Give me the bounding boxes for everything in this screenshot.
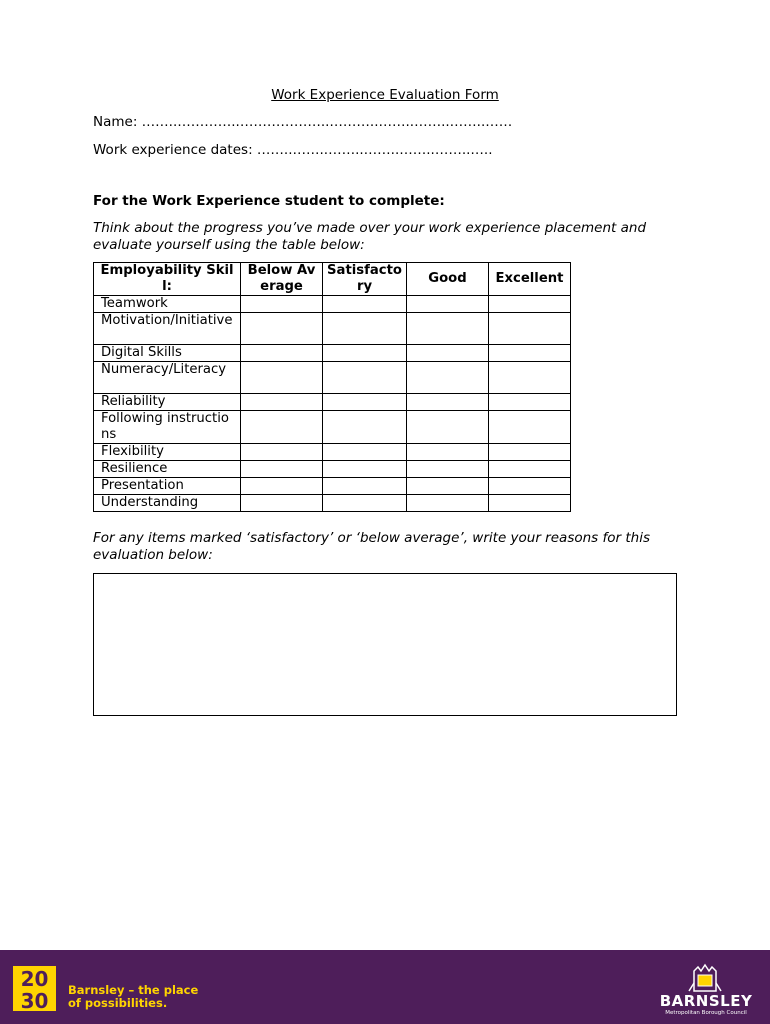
table-row [94,461,571,478]
rating-cell-good[interactable] [407,444,489,461]
skill-name-cell: Numeracy/Literacy [94,362,241,394]
skill-name-cell: Motivation/Initiative [94,313,241,345]
barnsley-crest-icon [686,961,724,993]
table-header-row [94,263,571,296]
rating-cell-satisfactory[interactable] [323,394,407,411]
rating-cell-satisfactory[interactable] [323,495,407,512]
rating-cell-satisfactory[interactable] [323,478,407,495]
rating-cell-excellent[interactable] [489,313,571,345]
skill-name-cell: Understanding [94,495,241,512]
header-below-average: Below Average [241,263,323,296]
rating-cell-satisfactory[interactable] [323,411,407,444]
rating-cell-good[interactable] [407,362,489,394]
rating-cell-excellent[interactable] [489,478,571,495]
rating-cell-below-average[interactable] [241,495,323,512]
section-heading: For the Work Experience student to complete: [93,193,445,209]
rating-cell-satisfactory[interactable] [323,362,407,394]
instructions-text: Think about the progress you’ve made over your work experience placement and evaluate yourself using the table below: [93,220,647,253]
footer-banner [0,950,770,1024]
skill-name-cell: Reliability [94,394,241,411]
rating-cell-good[interactable] [407,394,489,411]
header-good: Good [407,263,489,296]
rating-cell-good[interactable] [407,478,489,495]
rating-cell-excellent[interactable] [489,411,571,444]
rating-cell-good[interactable] [407,313,489,345]
reasons-prompt: For any items marked ‘satisfactory’ or ‘below average’, write your reasons for this evaluation below: [93,530,650,563]
rating-cell-excellent[interactable] [489,495,571,512]
table-row [94,394,571,411]
skill-name-cell: Teamwork [94,296,241,313]
table-row [94,444,571,461]
skill-name-cell: Resilience [94,461,241,478]
council-name: BARNSLEY [659,992,753,1010]
table-row [94,345,571,362]
rating-cell-satisfactory[interactable] [323,461,407,478]
header-excellent: Excellent [489,263,571,296]
footer-tagline [68,984,198,1010]
rating-cell-below-average[interactable] [241,444,323,461]
header-satisfactory: Satisfactory [323,263,407,296]
reasons-text-box[interactable] [93,573,677,716]
rating-cell-below-average[interactable] [241,461,323,478]
barnsley-2030-logo [13,966,56,1011]
rating-cell-good[interactable] [407,495,489,512]
rating-cell-satisfactory[interactable] [323,444,407,461]
rating-cell-excellent[interactable] [489,345,571,362]
rating-cell-below-average[interactable] [241,362,323,394]
table-row [94,495,571,512]
table-row [94,411,571,444]
skill-name-cell: Following instructions [94,411,241,444]
rating-cell-below-average[interactable] [241,345,323,362]
employability-skills-table [93,262,571,512]
rating-cell-satisfactory[interactable] [323,345,407,362]
skills-table-body [94,296,571,512]
svg-text:30: 30 [20,989,49,1011]
table-row [94,478,571,495]
council-subtitle: Metropolitan Borough Council [665,1010,747,1016]
table-row [94,313,571,345]
form-title: Work Experience Evaluation Form [271,87,499,103]
rating-cell-below-average[interactable] [241,394,323,411]
table-row [94,362,571,394]
rating-cell-below-average[interactable] [241,478,323,495]
rating-cell-good[interactable] [407,296,489,313]
rating-cell-excellent[interactable] [489,296,571,313]
tagline-line-1: Barnsley – the place [68,983,199,997]
rating-cell-excellent[interactable] [489,394,571,411]
name-field-line: Name: ……..…………..………………..………..……..……..……..…… [93,114,513,130]
skill-name-cell: Presentation [94,478,241,495]
skill-name-cell: Digital Skills [94,345,241,362]
rating-cell-good[interactable] [407,345,489,362]
rating-cell-good[interactable] [407,411,489,444]
rating-cell-excellent[interactable] [489,444,571,461]
skill-name-cell: Flexibility [94,444,241,461]
svg-text:20: 20 [20,967,49,991]
rating-cell-excellent[interactable] [489,461,571,478]
tagline-line-2: of possibilities. [68,996,168,1010]
rating-cell-below-average[interactable] [241,296,323,313]
rating-cell-satisfactory[interactable] [323,313,407,345]
work-experience-dates-line: Work experience dates: ……..……..……..……..……..……..….. [93,142,493,158]
rating-cell-below-average[interactable] [241,411,323,444]
rating-cell-good[interactable] [407,461,489,478]
rating-cell-below-average[interactable] [241,313,323,345]
rating-cell-satisfactory[interactable] [323,296,407,313]
rating-cell-excellent[interactable] [489,362,571,394]
header-employability-skill: Employability Skill: [94,263,241,296]
table-row [94,296,571,313]
